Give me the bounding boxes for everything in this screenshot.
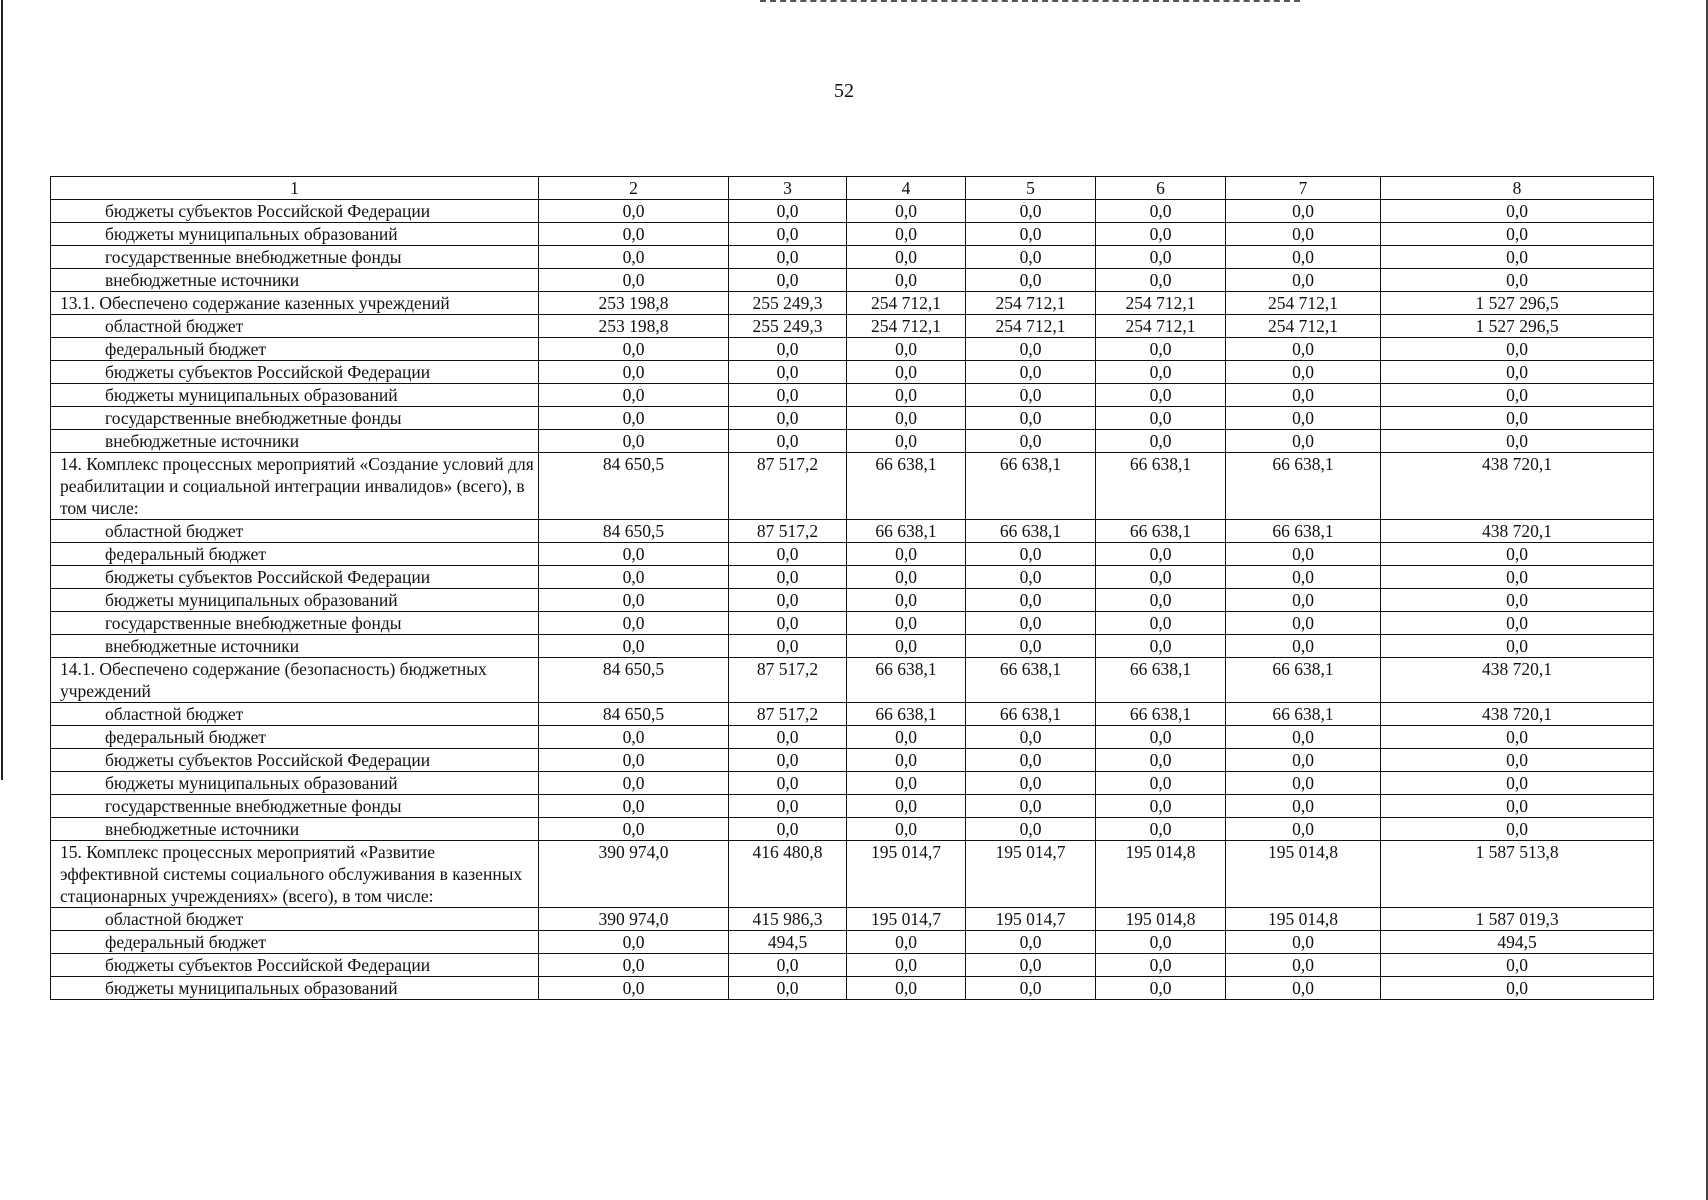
value-cell: 0,0 xyxy=(847,246,966,269)
value-cell: 0,0 xyxy=(966,338,1096,361)
value-cell: 0,0 xyxy=(539,200,729,223)
value-cell: 0,0 xyxy=(1226,566,1381,589)
value-cell: 0,0 xyxy=(1226,338,1381,361)
value-cell: 66 638,1 xyxy=(847,520,966,543)
value-cell: 0,0 xyxy=(1096,246,1226,269)
table-row xyxy=(51,200,1654,223)
value-cell: 0,0 xyxy=(1096,384,1226,407)
table-row xyxy=(51,977,1654,1000)
value-cell: 0,0 xyxy=(1226,931,1381,954)
value-cell: 0,0 xyxy=(966,795,1096,818)
value-cell: 0,0 xyxy=(539,407,729,430)
value-cell: 195 014,7 xyxy=(847,841,966,908)
value-cell: 253 198,8 xyxy=(539,292,729,315)
value-cell: 0,0 xyxy=(847,818,966,841)
value-cell: 0,0 xyxy=(539,954,729,977)
value-cell: 66 638,1 xyxy=(1226,658,1381,703)
value-cell: 66 638,1 xyxy=(966,520,1096,543)
value-cell: 66 638,1 xyxy=(847,658,966,703)
value-cell: 0,0 xyxy=(966,954,1096,977)
value-cell: 87 517,2 xyxy=(729,658,847,703)
value-cell: 0,0 xyxy=(729,200,847,223)
value-cell: 0,0 xyxy=(1381,954,1654,977)
table-row xyxy=(51,726,1654,749)
value-cell: 0,0 xyxy=(966,361,1096,384)
value-cell: 255 249,3 xyxy=(729,292,847,315)
row-title-cell: 14. Комплекс процессных мероприятий «Создание условий для реабилитации и социальной интеграции инвалидов» (всего), в том числе: xyxy=(51,453,539,520)
value-cell: 0,0 xyxy=(847,430,966,453)
row-source-cell: областной бюджет xyxy=(51,315,539,338)
value-cell: 0,0 xyxy=(847,977,966,1000)
value-cell: 0,0 xyxy=(1226,726,1381,749)
row-source-cell: бюджеты муниципальных образований xyxy=(51,772,539,795)
value-cell: 0,0 xyxy=(539,566,729,589)
value-cell: 0,0 xyxy=(847,566,966,589)
header-row xyxy=(51,177,1654,200)
value-cell: 416 480,8 xyxy=(729,841,847,908)
value-cell: 0,0 xyxy=(729,384,847,407)
value-cell: 0,0 xyxy=(539,772,729,795)
row-source-cell: бюджеты муниципальных образований xyxy=(51,589,539,612)
value-cell: 1 527 296,5 xyxy=(1381,292,1654,315)
table-row xyxy=(51,818,1654,841)
value-cell: 255 249,3 xyxy=(729,315,847,338)
value-cell: 0,0 xyxy=(539,384,729,407)
value-cell: 0,0 xyxy=(729,430,847,453)
value-cell: 390 974,0 xyxy=(539,841,729,908)
table-row xyxy=(51,772,1654,795)
value-cell: 0,0 xyxy=(847,407,966,430)
value-cell: 0,0 xyxy=(1096,269,1226,292)
value-cell: 0,0 xyxy=(1381,246,1654,269)
value-cell: 66 638,1 xyxy=(1226,453,1381,520)
value-cell: 0,0 xyxy=(1226,635,1381,658)
table-row xyxy=(51,407,1654,430)
value-cell: 1 527 296,5 xyxy=(1381,315,1654,338)
value-cell: 0,0 xyxy=(1096,749,1226,772)
value-cell: 195 014,8 xyxy=(1226,841,1381,908)
table-row xyxy=(51,589,1654,612)
row-source-cell: бюджеты муниципальных образований xyxy=(51,223,539,246)
value-cell: 0,0 xyxy=(1096,977,1226,1000)
value-cell: 0,0 xyxy=(1096,795,1226,818)
table-row xyxy=(51,520,1654,543)
value-cell: 0,0 xyxy=(539,818,729,841)
value-cell: 390 974,0 xyxy=(539,908,729,931)
value-cell: 87 517,2 xyxy=(729,703,847,726)
value-cell: 254 712,1 xyxy=(1226,292,1381,315)
value-cell: 494,5 xyxy=(729,931,847,954)
value-cell: 0,0 xyxy=(539,589,729,612)
value-cell: 0,0 xyxy=(1381,430,1654,453)
value-cell: 0,0 xyxy=(539,543,729,566)
value-cell: 0,0 xyxy=(729,795,847,818)
table-row xyxy=(51,361,1654,384)
value-cell: 0,0 xyxy=(966,772,1096,795)
value-cell: 0,0 xyxy=(1226,589,1381,612)
value-cell: 438 720,1 xyxy=(1381,703,1654,726)
row-source-cell: бюджеты субъектов Российской Федерации xyxy=(51,361,539,384)
row-source-cell: внебюджетные источники xyxy=(51,635,539,658)
value-cell: 0,0 xyxy=(847,954,966,977)
row-source-cell: областной бюджет xyxy=(51,703,539,726)
value-cell: 0,0 xyxy=(1226,612,1381,635)
value-cell: 0,0 xyxy=(847,543,966,566)
value-cell: 0,0 xyxy=(729,612,847,635)
value-cell: 66 638,1 xyxy=(1096,520,1226,543)
table-row xyxy=(51,269,1654,292)
value-cell: 0,0 xyxy=(966,726,1096,749)
value-cell: 0,0 xyxy=(966,407,1096,430)
value-cell: 0,0 xyxy=(966,200,1096,223)
row-source-cell: федеральный бюджет xyxy=(51,726,539,749)
value-cell: 66 638,1 xyxy=(847,703,966,726)
value-cell: 0,0 xyxy=(847,726,966,749)
value-cell: 84 650,5 xyxy=(539,703,729,726)
value-cell: 0,0 xyxy=(729,246,847,269)
row-source-cell: бюджеты муниципальных образований xyxy=(51,384,539,407)
table-row xyxy=(51,566,1654,589)
value-cell: 0,0 xyxy=(539,246,729,269)
value-cell: 195 014,7 xyxy=(847,908,966,931)
value-cell: 0,0 xyxy=(1381,223,1654,246)
value-cell: 0,0 xyxy=(539,749,729,772)
value-cell: 0,0 xyxy=(966,589,1096,612)
value-cell: 0,0 xyxy=(1096,954,1226,977)
value-cell: 0,0 xyxy=(1096,818,1226,841)
budget-table-container xyxy=(50,176,1653,1000)
value-cell: 0,0 xyxy=(966,612,1096,635)
value-cell: 0,0 xyxy=(539,977,729,1000)
value-cell: 0,0 xyxy=(1096,200,1226,223)
row-source-cell: бюджеты субъектов Российской Федерации xyxy=(51,954,539,977)
value-cell: 0,0 xyxy=(729,361,847,384)
value-cell: 0,0 xyxy=(847,361,966,384)
value-cell: 0,0 xyxy=(1226,818,1381,841)
header-cell: 2 xyxy=(539,177,729,200)
value-cell: 66 638,1 xyxy=(1096,703,1226,726)
value-cell: 84 650,5 xyxy=(539,658,729,703)
value-cell: 0,0 xyxy=(1096,407,1226,430)
table-row xyxy=(51,954,1654,977)
value-cell: 0,0 xyxy=(539,338,729,361)
value-cell: 0,0 xyxy=(1096,338,1226,361)
table-row xyxy=(51,795,1654,818)
value-cell: 66 638,1 xyxy=(1226,703,1381,726)
table-row xyxy=(51,841,1654,908)
value-cell: 87 517,2 xyxy=(729,453,847,520)
value-cell: 0,0 xyxy=(1381,589,1654,612)
value-cell: 0,0 xyxy=(966,977,1096,1000)
value-cell: 0,0 xyxy=(1381,407,1654,430)
row-title-cell: 14.1. Обеспечено содержание (безопасность) бюджетных учреждений xyxy=(51,658,539,703)
value-cell: 0,0 xyxy=(847,931,966,954)
value-cell: 0,0 xyxy=(1226,269,1381,292)
table-body xyxy=(51,177,1654,1000)
header-cell: 7 xyxy=(1226,177,1381,200)
value-cell: 0,0 xyxy=(1381,795,1654,818)
value-cell: 0,0 xyxy=(539,361,729,384)
value-cell: 0,0 xyxy=(966,818,1096,841)
value-cell: 0,0 xyxy=(1381,772,1654,795)
value-cell: 0,0 xyxy=(729,818,847,841)
value-cell: 66 638,1 xyxy=(1096,658,1226,703)
value-cell: 0,0 xyxy=(1226,246,1381,269)
value-cell: 0,0 xyxy=(1096,931,1226,954)
value-cell: 0,0 xyxy=(966,543,1096,566)
value-cell: 0,0 xyxy=(729,566,847,589)
value-cell: 0,0 xyxy=(1226,543,1381,566)
value-cell: 66 638,1 xyxy=(847,453,966,520)
value-cell: 0,0 xyxy=(1381,543,1654,566)
value-cell: 0,0 xyxy=(729,589,847,612)
value-cell: 0,0 xyxy=(1381,612,1654,635)
row-source-cell: внебюджетные источники xyxy=(51,430,539,453)
value-cell: 438 720,1 xyxy=(1381,520,1654,543)
value-cell: 0,0 xyxy=(966,749,1096,772)
table-row xyxy=(51,246,1654,269)
value-cell: 0,0 xyxy=(729,635,847,658)
row-source-cell: внебюджетные источники xyxy=(51,269,539,292)
row-source-cell: областной бюджет xyxy=(51,520,539,543)
value-cell: 0,0 xyxy=(1096,589,1226,612)
value-cell: 415 986,3 xyxy=(729,908,847,931)
row-source-cell: федеральный бюджет xyxy=(51,931,539,954)
row-title-cell: 13.1. Обеспечено содержание казенных учреждений xyxy=(51,292,539,315)
value-cell: 66 638,1 xyxy=(1096,453,1226,520)
table-row xyxy=(51,430,1654,453)
value-cell: 195 014,7 xyxy=(966,841,1096,908)
value-cell: 0,0 xyxy=(1381,977,1654,1000)
value-cell: 0,0 xyxy=(847,200,966,223)
value-cell: 254 712,1 xyxy=(1226,315,1381,338)
value-cell: 195 014,7 xyxy=(966,908,1096,931)
row-source-cell: государственные внебюджетные фонды xyxy=(51,795,539,818)
row-source-cell: государственные внебюджетные фонды xyxy=(51,407,539,430)
value-cell: 0,0 xyxy=(729,772,847,795)
value-cell: 0,0 xyxy=(966,566,1096,589)
value-cell: 0,0 xyxy=(1226,430,1381,453)
value-cell: 0,0 xyxy=(1381,269,1654,292)
value-cell: 0,0 xyxy=(729,407,847,430)
row-title-cell: 15. Комплекс процессных мероприятий «Развитие эффективной системы социального обслуживания в казенных стационарных учреждениях» (всего), в том числе: xyxy=(51,841,539,908)
scan-left-edge xyxy=(1,0,3,780)
value-cell: 0,0 xyxy=(847,635,966,658)
header-cell: 4 xyxy=(847,177,966,200)
value-cell: 254 712,1 xyxy=(966,315,1096,338)
value-cell: 0,0 xyxy=(847,772,966,795)
value-cell: 0,0 xyxy=(1381,726,1654,749)
value-cell: 0,0 xyxy=(729,726,847,749)
row-source-cell: бюджеты субъектов Российской Федерации xyxy=(51,200,539,223)
value-cell: 0,0 xyxy=(1381,818,1654,841)
value-cell: 254 712,1 xyxy=(847,292,966,315)
row-source-cell: внебюджетные источники xyxy=(51,818,539,841)
value-cell: 0,0 xyxy=(729,223,847,246)
value-cell: 0,0 xyxy=(966,635,1096,658)
table-row xyxy=(51,543,1654,566)
value-cell: 253 198,8 xyxy=(539,315,729,338)
value-cell: 0,0 xyxy=(1096,430,1226,453)
value-cell: 0,0 xyxy=(1381,384,1654,407)
value-cell: 0,0 xyxy=(1381,635,1654,658)
value-cell: 254 712,1 xyxy=(966,292,1096,315)
table-row xyxy=(51,453,1654,520)
table-row xyxy=(51,612,1654,635)
value-cell: 0,0 xyxy=(847,384,966,407)
value-cell: 0,0 xyxy=(1096,772,1226,795)
value-cell: 0,0 xyxy=(966,269,1096,292)
value-cell: 0,0 xyxy=(847,269,966,292)
value-cell: 0,0 xyxy=(1381,749,1654,772)
value-cell: 0,0 xyxy=(1381,200,1654,223)
value-cell: 438 720,1 xyxy=(1381,453,1654,520)
value-cell: 0,0 xyxy=(1096,612,1226,635)
value-cell: 0,0 xyxy=(966,246,1096,269)
value-cell: 254 712,1 xyxy=(1096,292,1226,315)
page-number: 52 xyxy=(834,80,854,102)
value-cell: 0,0 xyxy=(729,338,847,361)
table-row xyxy=(51,703,1654,726)
value-cell: 84 650,5 xyxy=(539,453,729,520)
value-cell: 195 014,8 xyxy=(1096,908,1226,931)
value-cell: 438 720,1 xyxy=(1381,658,1654,703)
value-cell: 66 638,1 xyxy=(1226,520,1381,543)
value-cell: 0,0 xyxy=(1096,566,1226,589)
value-cell: 0,0 xyxy=(966,931,1096,954)
value-cell: 0,0 xyxy=(539,612,729,635)
value-cell: 494,5 xyxy=(1381,931,1654,954)
table-row xyxy=(51,908,1654,931)
value-cell: 0,0 xyxy=(1096,543,1226,566)
value-cell: 0,0 xyxy=(1381,338,1654,361)
value-cell: 0,0 xyxy=(847,612,966,635)
table-row xyxy=(51,223,1654,246)
value-cell: 195 014,8 xyxy=(1226,908,1381,931)
table-row xyxy=(51,749,1654,772)
value-cell: 0,0 xyxy=(1226,200,1381,223)
table-row xyxy=(51,635,1654,658)
table-row xyxy=(51,315,1654,338)
value-cell: 0,0 xyxy=(1381,566,1654,589)
value-cell: 0,0 xyxy=(539,269,729,292)
value-cell: 0,0 xyxy=(539,430,729,453)
row-source-cell: областной бюджет xyxy=(51,908,539,931)
header-cell: 6 xyxy=(1096,177,1226,200)
value-cell: 0,0 xyxy=(1226,749,1381,772)
value-cell: 0,0 xyxy=(1226,795,1381,818)
value-cell: 0,0 xyxy=(966,430,1096,453)
value-cell: 1 587 019,3 xyxy=(1381,908,1654,931)
value-cell: 0,0 xyxy=(1226,772,1381,795)
value-cell: 0,0 xyxy=(729,749,847,772)
value-cell: 66 638,1 xyxy=(966,703,1096,726)
value-cell: 0,0 xyxy=(539,223,729,246)
value-cell: 0,0 xyxy=(1096,223,1226,246)
value-cell: 254 712,1 xyxy=(1096,315,1226,338)
value-cell: 195 014,8 xyxy=(1096,841,1226,908)
row-source-cell: федеральный бюджет xyxy=(51,543,539,566)
header-cell: 5 xyxy=(966,177,1096,200)
table-row xyxy=(51,384,1654,407)
value-cell: 0,0 xyxy=(539,635,729,658)
value-cell: 0,0 xyxy=(539,726,729,749)
value-cell: 0,0 xyxy=(729,543,847,566)
table-row xyxy=(51,292,1654,315)
value-cell: 87 517,2 xyxy=(729,520,847,543)
value-cell: 0,0 xyxy=(729,977,847,1000)
value-cell: 254 712,1 xyxy=(847,315,966,338)
header-cell: 8 xyxy=(1381,177,1654,200)
row-source-cell: государственные внебюджетные фонды xyxy=(51,612,539,635)
value-cell: 0,0 xyxy=(1226,223,1381,246)
value-cell: 0,0 xyxy=(847,589,966,612)
table-row xyxy=(51,931,1654,954)
table-row xyxy=(51,338,1654,361)
value-cell: 0,0 xyxy=(1226,977,1381,1000)
value-cell: 0,0 xyxy=(1096,361,1226,384)
value-cell: 0,0 xyxy=(847,223,966,246)
table-row xyxy=(51,658,1654,703)
value-cell: 0,0 xyxy=(729,954,847,977)
value-cell: 0,0 xyxy=(966,384,1096,407)
value-cell: 0,0 xyxy=(1226,384,1381,407)
value-cell: 0,0 xyxy=(966,223,1096,246)
value-cell: 0,0 xyxy=(1381,361,1654,384)
row-source-cell: государственные внебюджетные фонды xyxy=(51,246,539,269)
row-source-cell: бюджеты муниципальных образований xyxy=(51,977,539,1000)
value-cell: 84 650,5 xyxy=(539,520,729,543)
value-cell: 66 638,1 xyxy=(966,658,1096,703)
header-cell: 1 xyxy=(51,177,539,200)
value-cell: 0,0 xyxy=(847,795,966,818)
row-source-cell: бюджеты субъектов Российской Федерации xyxy=(51,566,539,589)
row-source-cell: федеральный бюджет xyxy=(51,338,539,361)
value-cell: 0,0 xyxy=(729,269,847,292)
value-cell: 1 587 513,8 xyxy=(1381,841,1654,908)
scan-top-artifact xyxy=(760,0,1300,4)
value-cell: 0,0 xyxy=(1096,726,1226,749)
value-cell: 0,0 xyxy=(847,338,966,361)
value-cell: 0,0 xyxy=(1226,407,1381,430)
value-cell: 0,0 xyxy=(1096,635,1226,658)
value-cell: 0,0 xyxy=(847,749,966,772)
value-cell: 0,0 xyxy=(539,931,729,954)
value-cell: 0,0 xyxy=(539,795,729,818)
value-cell: 0,0 xyxy=(1226,361,1381,384)
value-cell: 66 638,1 xyxy=(966,453,1096,520)
header-cell: 3 xyxy=(729,177,847,200)
value-cell: 0,0 xyxy=(1226,954,1381,977)
budget-table xyxy=(50,176,1654,1000)
row-source-cell: бюджеты субъектов Российской Федерации xyxy=(51,749,539,772)
